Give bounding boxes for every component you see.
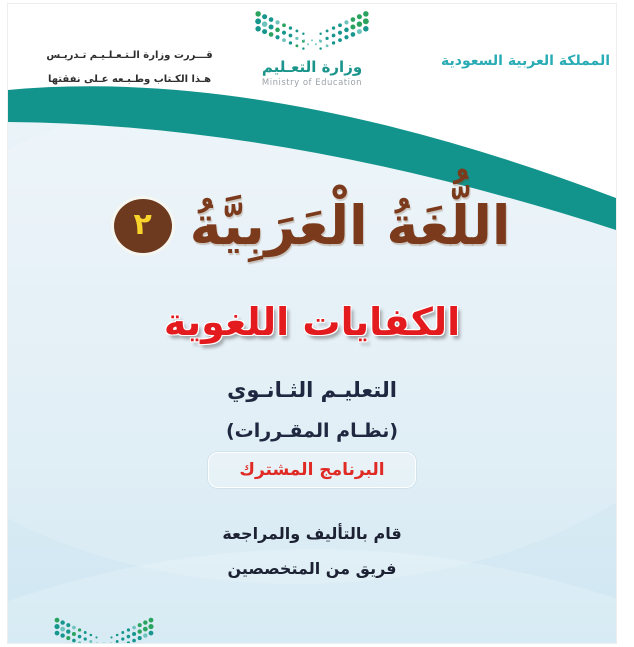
book-cover bbox=[8, 4, 616, 643]
kingdom-name: المملكة العربية السعودية bbox=[441, 53, 610, 69]
level-badge bbox=[114, 199, 172, 253]
program-name: البرنامج المشترك bbox=[208, 452, 415, 488]
level-number: ٢ bbox=[133, 206, 152, 242]
curriculum-system: (نظـام المقـررات) bbox=[225, 420, 399, 442]
decree-line-2: هـذا الكـتاب وطـبـعه عـلى نفقتها bbox=[47, 73, 212, 85]
authors-line-1: قام بالتأليف والمراجعة bbox=[222, 524, 402, 543]
ministry-emblem-icon bbox=[253, 8, 371, 55]
title-row bbox=[8, 180, 616, 272]
bottom-emblem-icon bbox=[52, 615, 156, 643]
book-subtitle: الكفايات اللغوية bbox=[163, 300, 461, 344]
education-stage: التعليـم الثـانـوي bbox=[227, 378, 397, 402]
authors-line-2: فريق من المتخصصين bbox=[227, 559, 397, 579]
program-box-wrap bbox=[8, 452, 616, 488]
ministry-name-arabic: وزارة التعـليم bbox=[261, 58, 363, 76]
authors-credit bbox=[8, 516, 616, 586]
book-title: اللُّغَةُ الْعَرَبِيَّةُ bbox=[189, 194, 511, 257]
ministry-logo bbox=[8, 8, 616, 88]
decree-line-1: قـــررت وزارة الـتـعـلـيـم تـدريـس bbox=[46, 50, 213, 61]
ministry-name-english: Ministry of Education bbox=[261, 78, 363, 88]
